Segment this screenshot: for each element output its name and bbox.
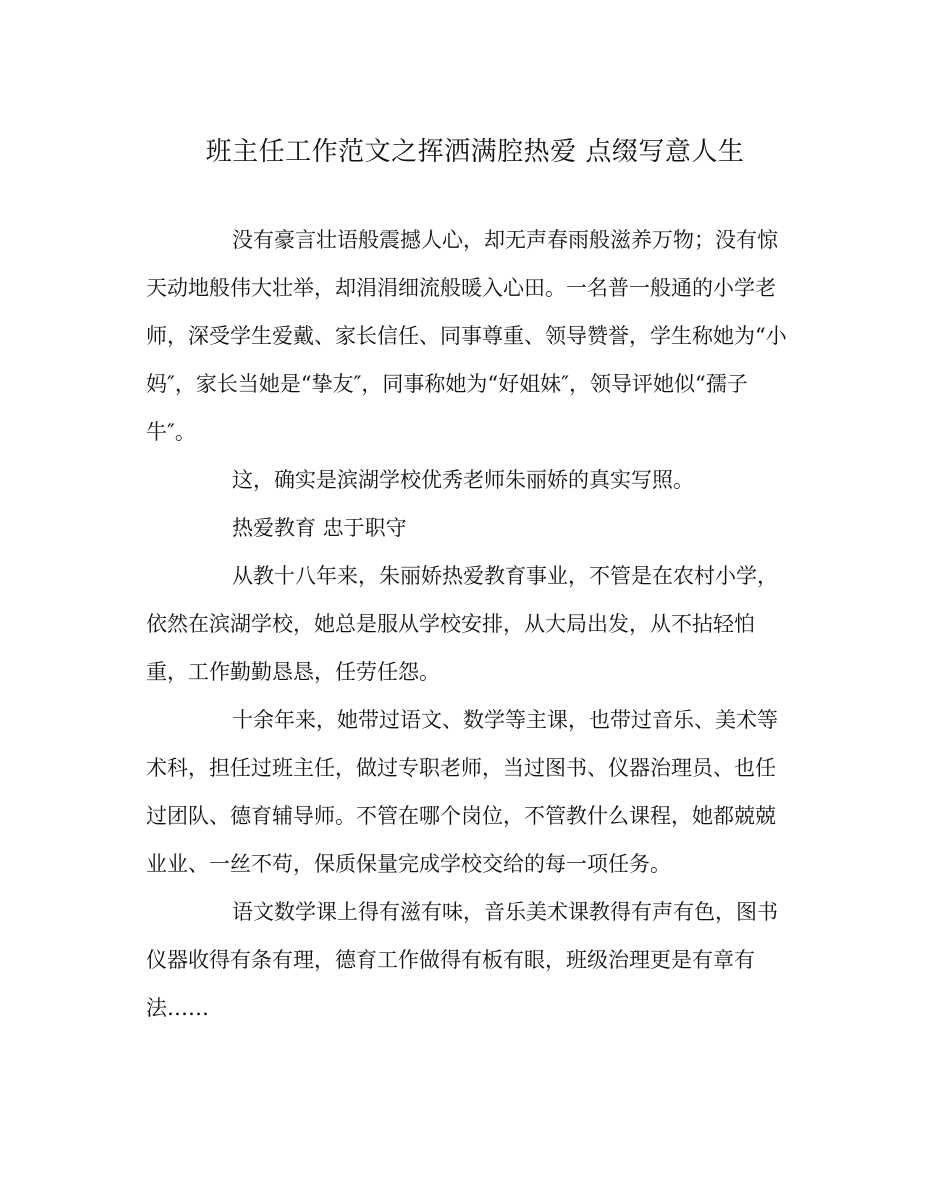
- document-body: [146, 216, 812, 1032]
- text-line: 牛″。: [146, 420, 196, 444]
- document-title: 班主任工作范文之挥洒满腔热爱 点缀写意人生: [205, 137, 745, 167]
- paragraph-intro: [146, 216, 812, 456]
- paragraph-roles: [146, 696, 812, 888]
- paragraph-career: [146, 552, 812, 696]
- text-line: 重，工作勤勤恳恳，任劳任怨。: [146, 660, 440, 684]
- paragraph-achievements: [146, 888, 812, 1032]
- section-heading: [146, 504, 812, 552]
- text-line: 仪器收得有条有理，德育工作做得有板有眼，班级治理更是有章有: [146, 948, 755, 972]
- text-line: 从教十八年来，朱丽娇热爱教育事业，不管是在农村小学，: [232, 564, 778, 588]
- text-line: 术科，担任过班主任，做过专职老师，当过图书、仪器治理员、也任: [146, 756, 776, 780]
- text-line: 法……: [146, 996, 209, 1020]
- text-line: 师，深受学生爱戴、家长信任、同事尊重、领导赞誉，学生称她为“小: [146, 324, 787, 348]
- text-line: 这，确实是滨湖学校优秀老师朱丽娇的真实写照。: [232, 468, 694, 492]
- paragraph-summary: [146, 456, 812, 504]
- text-line: 十余年来，她带过语文、数学等主课，也带过音乐、美术等: [232, 708, 778, 732]
- text-line: 热爱教育 忠于职守: [232, 516, 407, 540]
- text-line: 天动地般伟大壮举，却涓涓细流般暖入心田。一名普一般通的小学老: [146, 276, 776, 300]
- text-line: 语文数学课上得有滋有味，音乐美术课教得有声有色，图书: [232, 900, 778, 924]
- text-line: 妈″，家长当她是“挚友″，同事称她为“好姐妹″，领导评她似“孺子: [146, 372, 748, 396]
- text-line: 依然在滨湖学校，她总是服从学校安排，从大局出发，从不拈轻怕: [146, 612, 755, 636]
- text-line: 过团队、德育辅导师。不管在哪个岗位，不管教什么课程，她都兢兢: [146, 804, 776, 828]
- text-line: 没有豪言壮语般震撼人心，却无声春雨般滋养万物；没有惊: [232, 228, 778, 252]
- text-line: 业业、一丝不苟，保质保量完成学校交给的每一项任务。: [146, 852, 671, 876]
